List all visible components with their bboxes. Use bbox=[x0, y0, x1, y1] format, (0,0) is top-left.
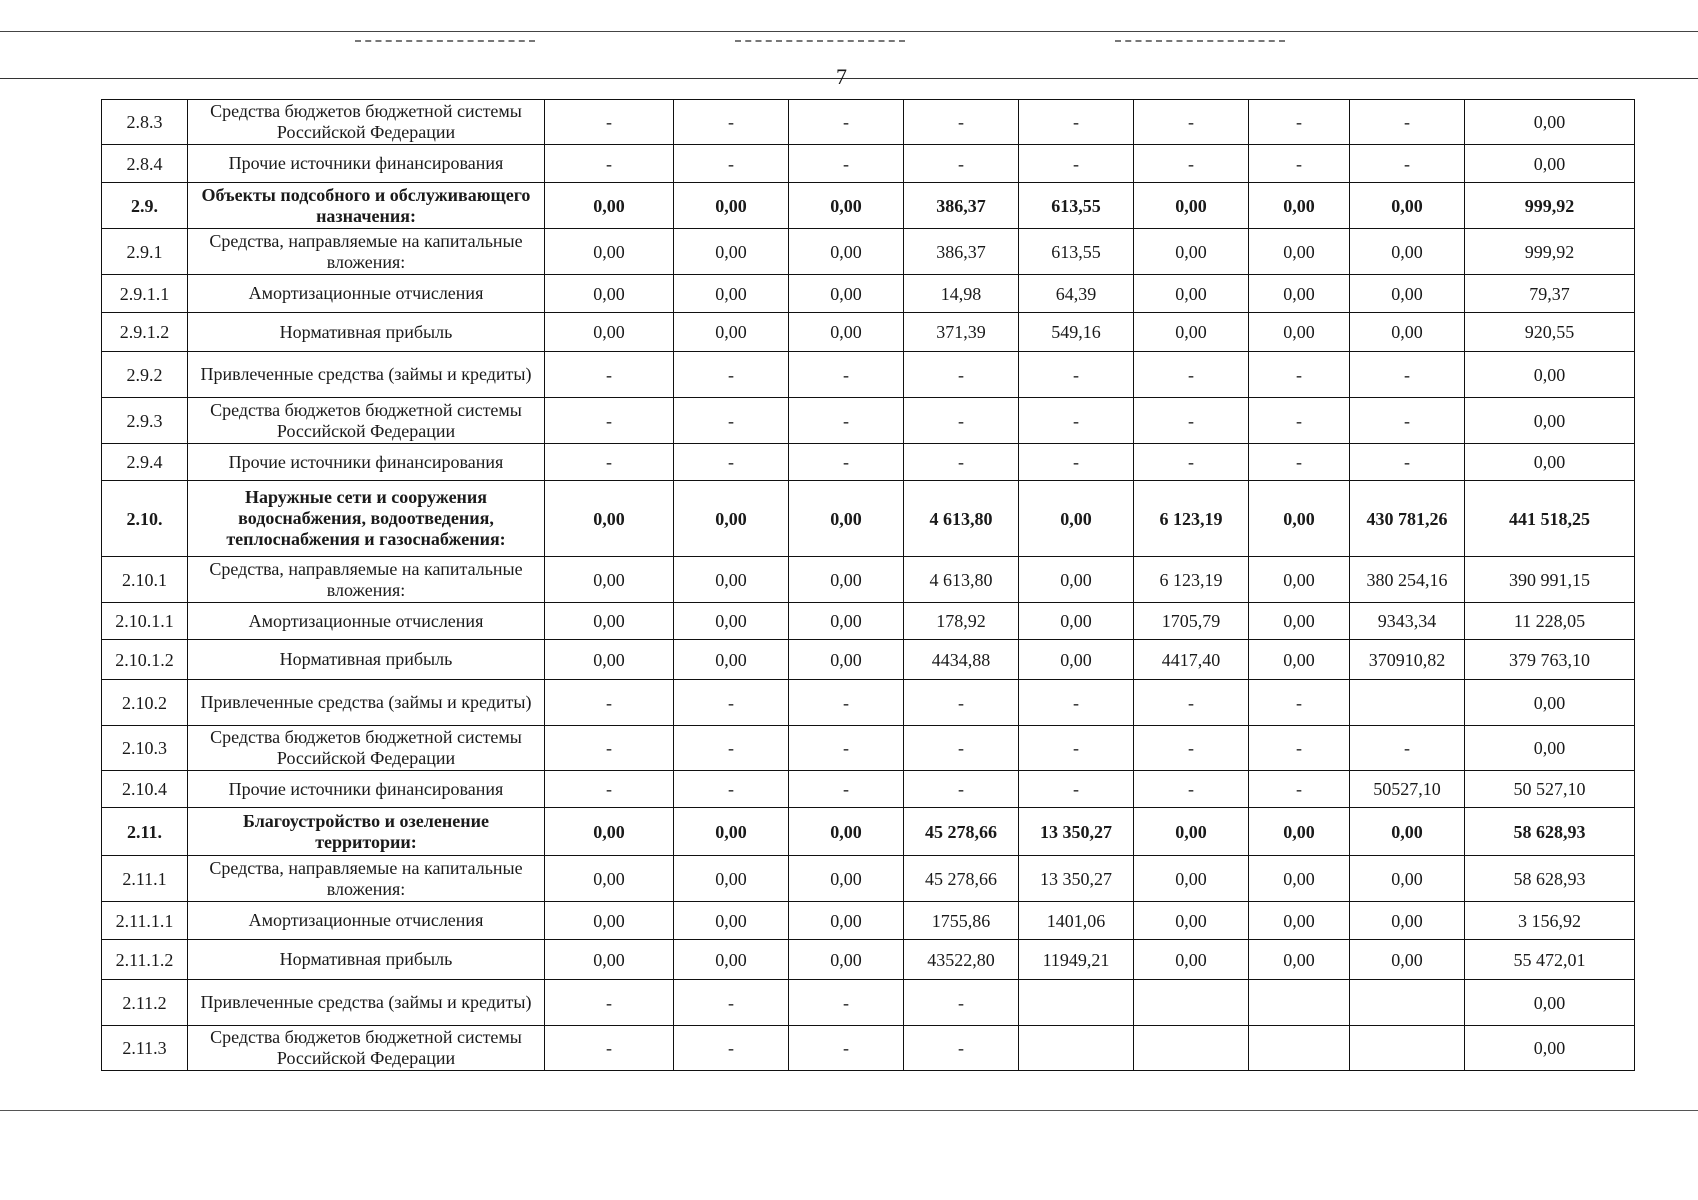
value-cell: - bbox=[1134, 398, 1249, 444]
value-cell bbox=[1350, 680, 1465, 726]
value-cell: - bbox=[1019, 100, 1134, 145]
table-row bbox=[102, 771, 1635, 808]
value-cell: - bbox=[904, 680, 1019, 726]
value-cell: 0,00 bbox=[1350, 313, 1465, 352]
value-cell: 11949,21 bbox=[1019, 940, 1134, 980]
table-row bbox=[102, 603, 1635, 640]
value-cell: 390 991,15 bbox=[1465, 557, 1635, 603]
value-cell: - bbox=[789, 100, 904, 145]
value-cell: 13 350,27 bbox=[1019, 808, 1134, 856]
value-cell: 0,00 bbox=[1350, 183, 1465, 229]
value-cell: 0,00 bbox=[1249, 275, 1350, 313]
value-cell: 0,00 bbox=[789, 275, 904, 313]
value-cell: 0,00 bbox=[1134, 275, 1249, 313]
row-number: 2.11.1.1 bbox=[102, 902, 188, 940]
value-cell: 0,00 bbox=[1465, 145, 1635, 183]
value-cell: 0,00 bbox=[1249, 603, 1350, 640]
value-cell: - bbox=[1134, 145, 1249, 183]
value-cell: 0,00 bbox=[545, 940, 674, 980]
row-name: Нормативная прибыль bbox=[188, 940, 545, 980]
value-cell: - bbox=[545, 680, 674, 726]
value-cell: 0,00 bbox=[674, 481, 789, 557]
value-cell: 379 763,10 bbox=[1465, 640, 1635, 680]
row-name: Средства бюджетов бюджетной системы Российской Федерации bbox=[188, 726, 545, 771]
value-cell: 0,00 bbox=[1134, 902, 1249, 940]
row-number: 2.10.4 bbox=[102, 771, 188, 808]
value-cell: 0,00 bbox=[1134, 940, 1249, 980]
table-row bbox=[102, 145, 1635, 183]
row-name: Благоустройство и озеленение территории: bbox=[188, 808, 545, 856]
table-row bbox=[102, 481, 1635, 557]
value-cell: - bbox=[1134, 100, 1249, 145]
value-cell: 0,00 bbox=[1249, 229, 1350, 275]
value-cell: 0,00 bbox=[1019, 481, 1134, 557]
value-cell: 14,98 bbox=[904, 275, 1019, 313]
row-name: Прочие источники финансирования bbox=[188, 444, 545, 481]
value-cell: - bbox=[545, 1026, 674, 1071]
value-cell: 79,37 bbox=[1465, 275, 1635, 313]
value-cell: 0,00 bbox=[545, 229, 674, 275]
value-cell: 43522,80 bbox=[904, 940, 1019, 980]
value-cell: 0,00 bbox=[1249, 940, 1350, 980]
value-cell: 0,00 bbox=[789, 902, 904, 940]
value-cell: 6 123,19 bbox=[1134, 481, 1249, 557]
value-cell: 0,00 bbox=[1249, 183, 1350, 229]
value-cell: - bbox=[1350, 444, 1465, 481]
row-number: 2.9.3 bbox=[102, 398, 188, 444]
value-cell: 0,00 bbox=[674, 183, 789, 229]
value-cell: - bbox=[1249, 771, 1350, 808]
value-cell: 0,00 bbox=[1465, 444, 1635, 481]
value-cell: - bbox=[674, 100, 789, 145]
header-dashes-center bbox=[735, 40, 905, 42]
row-name: Средства, направляемые на капитальные вложения: bbox=[188, 229, 545, 275]
value-cell: - bbox=[545, 444, 674, 481]
value-cell: 0,00 bbox=[789, 603, 904, 640]
value-cell: 3 156,92 bbox=[1465, 902, 1635, 940]
value-cell: - bbox=[674, 771, 789, 808]
value-cell: 999,92 bbox=[1465, 183, 1635, 229]
value-cell: 613,55 bbox=[1019, 183, 1134, 229]
row-number: 2.11.1 bbox=[102, 856, 188, 902]
table-row bbox=[102, 229, 1635, 275]
row-number: 2.10.1.2 bbox=[102, 640, 188, 680]
value-cell: 58 628,93 bbox=[1465, 856, 1635, 902]
table-row bbox=[102, 680, 1635, 726]
value-cell bbox=[1019, 1026, 1134, 1071]
row-number: 2.10.1.1 bbox=[102, 603, 188, 640]
value-cell: 9343,34 bbox=[1350, 603, 1465, 640]
value-cell: 0,00 bbox=[674, 603, 789, 640]
table-row bbox=[102, 980, 1635, 1026]
value-cell: 613,55 bbox=[1019, 229, 1134, 275]
value-cell: - bbox=[1249, 726, 1350, 771]
value-cell: 11 228,05 bbox=[1465, 603, 1635, 640]
table-row bbox=[102, 940, 1635, 980]
value-cell: 0,00 bbox=[789, 808, 904, 856]
row-name: Средства бюджетов бюджетной системы Российской Федерации bbox=[188, 1026, 545, 1071]
value-cell: 0,00 bbox=[1134, 313, 1249, 352]
value-cell: 0,00 bbox=[1465, 398, 1635, 444]
row-number: 2.9.1.2 bbox=[102, 313, 188, 352]
value-cell: 0,00 bbox=[1465, 100, 1635, 145]
value-cell: 50 527,10 bbox=[1465, 771, 1635, 808]
value-cell: - bbox=[674, 726, 789, 771]
value-cell: - bbox=[1019, 726, 1134, 771]
table-row bbox=[102, 726, 1635, 771]
value-cell: - bbox=[1350, 352, 1465, 398]
table-row bbox=[102, 640, 1635, 680]
value-cell bbox=[1134, 1026, 1249, 1071]
value-cell: - bbox=[1249, 100, 1350, 145]
value-cell: 0,00 bbox=[1465, 352, 1635, 398]
value-cell bbox=[1249, 980, 1350, 1026]
table-row bbox=[102, 808, 1635, 856]
row-name: Прочие источники финансирования bbox=[188, 771, 545, 808]
row-name: Средства бюджетов бюджетной системы Российской Федерации bbox=[188, 398, 545, 444]
value-cell: 0,00 bbox=[545, 183, 674, 229]
row-name: Средства бюджетов бюджетной системы Российской Федерации bbox=[188, 100, 545, 145]
row-name: Привлеченные средства (займы и кредиты) bbox=[188, 980, 545, 1026]
value-cell: - bbox=[789, 771, 904, 808]
value-cell: 0,00 bbox=[1350, 856, 1465, 902]
value-cell: 0,00 bbox=[545, 557, 674, 603]
row-number: 2.11.1.2 bbox=[102, 940, 188, 980]
value-cell: 0,00 bbox=[545, 603, 674, 640]
value-cell: - bbox=[904, 771, 1019, 808]
value-cell: 0,00 bbox=[1249, 313, 1350, 352]
value-cell: - bbox=[904, 145, 1019, 183]
value-cell bbox=[1350, 1026, 1465, 1071]
row-name: Привлеченные средства (займы и кредиты) bbox=[188, 352, 545, 398]
row-number: 2.10.2 bbox=[102, 680, 188, 726]
row-name: Амортизационные отчисления bbox=[188, 275, 545, 313]
value-cell: 0,00 bbox=[545, 856, 674, 902]
value-cell: - bbox=[545, 726, 674, 771]
value-cell: 64,39 bbox=[1019, 275, 1134, 313]
table-row bbox=[102, 313, 1635, 352]
value-cell: 1705,79 bbox=[1134, 603, 1249, 640]
value-cell: - bbox=[1350, 145, 1465, 183]
table-row bbox=[102, 902, 1635, 940]
table-row bbox=[102, 1026, 1635, 1071]
top-rule bbox=[0, 31, 1698, 32]
row-name: Амортизационные отчисления bbox=[188, 603, 545, 640]
page-number: 7 bbox=[836, 64, 847, 89]
value-cell: 45 278,66 bbox=[904, 856, 1019, 902]
row-number: 2.10.3 bbox=[102, 726, 188, 771]
row-number: 2.11. bbox=[102, 808, 188, 856]
value-cell: 0,00 bbox=[789, 313, 904, 352]
value-cell: 0,00 bbox=[1249, 640, 1350, 680]
value-cell: - bbox=[904, 444, 1019, 481]
value-cell: 0,00 bbox=[674, 808, 789, 856]
value-cell: 0,00 bbox=[545, 481, 674, 557]
value-cell: - bbox=[1249, 398, 1350, 444]
value-cell: 0,00 bbox=[789, 640, 904, 680]
row-name: Прочие источники финансирования bbox=[188, 145, 545, 183]
value-cell: 0,00 bbox=[1249, 902, 1350, 940]
value-cell: 549,16 bbox=[1019, 313, 1134, 352]
value-cell: 0,00 bbox=[1134, 183, 1249, 229]
value-cell: - bbox=[789, 726, 904, 771]
row-number: 2.10.1 bbox=[102, 557, 188, 603]
table-row bbox=[102, 444, 1635, 481]
value-cell: 370910,82 bbox=[1350, 640, 1465, 680]
value-cell: 0,00 bbox=[1134, 229, 1249, 275]
table-row bbox=[102, 557, 1635, 603]
value-cell: 4417,40 bbox=[1134, 640, 1249, 680]
value-cell: 0,00 bbox=[789, 856, 904, 902]
row-name: Наружные сети и сооружения водоснабжения, водоотведения, теплоснабжения и газоснабжения: bbox=[188, 481, 545, 557]
value-cell: 386,37 bbox=[904, 183, 1019, 229]
value-cell: - bbox=[1019, 444, 1134, 481]
value-cell: 430 781,26 bbox=[1350, 481, 1465, 557]
table-row bbox=[102, 398, 1635, 444]
header-rule bbox=[0, 78, 1698, 79]
value-cell: 0,00 bbox=[1350, 902, 1465, 940]
table-row bbox=[102, 100, 1635, 145]
value-cell: - bbox=[1134, 352, 1249, 398]
row-number: 2.9.4 bbox=[102, 444, 188, 481]
value-cell: - bbox=[904, 726, 1019, 771]
value-cell bbox=[1350, 980, 1465, 1026]
row-name: Нормативная прибыль bbox=[188, 313, 545, 352]
value-cell: 0,00 bbox=[674, 557, 789, 603]
value-cell: - bbox=[1249, 680, 1350, 726]
value-cell: 0,00 bbox=[1465, 726, 1635, 771]
value-cell: - bbox=[1350, 100, 1465, 145]
row-number: 2.8.3 bbox=[102, 100, 188, 145]
value-cell: 55 472,01 bbox=[1465, 940, 1635, 980]
value-cell: - bbox=[674, 145, 789, 183]
value-cell: 4 613,80 bbox=[904, 481, 1019, 557]
value-cell: - bbox=[674, 352, 789, 398]
value-cell: - bbox=[904, 352, 1019, 398]
header-dashes-right bbox=[1115, 40, 1285, 42]
row-name: Средства, направляемые на капитальные вложения: bbox=[188, 856, 545, 902]
value-cell: 0,00 bbox=[1249, 557, 1350, 603]
value-cell: - bbox=[789, 145, 904, 183]
value-cell: - bbox=[674, 1026, 789, 1071]
value-cell: - bbox=[789, 398, 904, 444]
value-cell: 0,00 bbox=[789, 229, 904, 275]
value-cell: - bbox=[789, 444, 904, 481]
value-cell: - bbox=[1249, 444, 1350, 481]
value-cell: - bbox=[1350, 726, 1465, 771]
value-cell: 0,00 bbox=[789, 183, 904, 229]
value-cell: 0,00 bbox=[1019, 557, 1134, 603]
row-number: 2.10. bbox=[102, 481, 188, 557]
value-cell: - bbox=[1134, 726, 1249, 771]
row-name: Средства, направляемые на капитальные вложения: bbox=[188, 557, 545, 603]
value-cell bbox=[1134, 980, 1249, 1026]
value-cell: 0,00 bbox=[545, 640, 674, 680]
row-number: 2.9.2 bbox=[102, 352, 188, 398]
row-name: Привлеченные средства (займы и кредиты) bbox=[188, 680, 545, 726]
table-row bbox=[102, 856, 1635, 902]
value-cell: 0,00 bbox=[1350, 229, 1465, 275]
value-cell: 0,00 bbox=[674, 640, 789, 680]
value-cell: 920,55 bbox=[1465, 313, 1635, 352]
value-cell: - bbox=[789, 980, 904, 1026]
value-cell: 0,00 bbox=[789, 940, 904, 980]
value-cell: - bbox=[789, 352, 904, 398]
value-cell: 0,00 bbox=[1134, 808, 1249, 856]
value-cell: 0,00 bbox=[674, 275, 789, 313]
value-cell: 0,00 bbox=[1134, 856, 1249, 902]
row-number: 2.9.1.1 bbox=[102, 275, 188, 313]
table-row bbox=[102, 275, 1635, 313]
value-cell: 380 254,16 bbox=[1350, 557, 1465, 603]
value-cell: - bbox=[904, 1026, 1019, 1071]
value-cell: 0,00 bbox=[1350, 275, 1465, 313]
value-cell: - bbox=[545, 980, 674, 1026]
value-cell: 1401,06 bbox=[1019, 902, 1134, 940]
value-cell: - bbox=[1134, 680, 1249, 726]
value-cell: - bbox=[1134, 771, 1249, 808]
value-cell: 0,00 bbox=[1249, 856, 1350, 902]
header-dashes-left bbox=[355, 40, 535, 42]
value-cell: 0,00 bbox=[1465, 980, 1635, 1026]
value-cell: 1755,86 bbox=[904, 902, 1019, 940]
value-cell bbox=[1249, 1026, 1350, 1071]
value-cell: - bbox=[545, 100, 674, 145]
value-cell: - bbox=[1019, 352, 1134, 398]
value-cell: 0,00 bbox=[1350, 808, 1465, 856]
value-cell: 45 278,66 bbox=[904, 808, 1019, 856]
value-cell bbox=[1019, 980, 1134, 1026]
value-cell: - bbox=[1019, 398, 1134, 444]
value-cell: 0,00 bbox=[1019, 603, 1134, 640]
row-number: 2.11.2 bbox=[102, 980, 188, 1026]
value-cell: 0,00 bbox=[1465, 680, 1635, 726]
value-cell: - bbox=[545, 352, 674, 398]
value-cell: 386,37 bbox=[904, 229, 1019, 275]
value-cell: - bbox=[545, 398, 674, 444]
value-cell: - bbox=[545, 145, 674, 183]
value-cell: 58 628,93 bbox=[1465, 808, 1635, 856]
value-cell: 0,00 bbox=[674, 856, 789, 902]
value-cell: 0,00 bbox=[545, 275, 674, 313]
row-number: 2.9. bbox=[102, 183, 188, 229]
value-cell: - bbox=[904, 980, 1019, 1026]
row-number: 2.9.1 bbox=[102, 229, 188, 275]
value-cell: - bbox=[1019, 771, 1134, 808]
value-cell: 0,00 bbox=[674, 313, 789, 352]
value-cell: 0,00 bbox=[545, 808, 674, 856]
table-row bbox=[102, 352, 1635, 398]
value-cell: - bbox=[674, 444, 789, 481]
value-cell: 0,00 bbox=[674, 229, 789, 275]
value-cell: 0,00 bbox=[789, 557, 904, 603]
value-cell: - bbox=[904, 100, 1019, 145]
value-cell: - bbox=[1350, 398, 1465, 444]
value-cell: 178,92 bbox=[904, 603, 1019, 640]
value-cell: 50527,10 bbox=[1350, 771, 1465, 808]
value-cell: 4 613,80 bbox=[904, 557, 1019, 603]
value-cell: 0,00 bbox=[545, 313, 674, 352]
value-cell: 441 518,25 bbox=[1465, 481, 1635, 557]
row-number: 2.11.3 bbox=[102, 1026, 188, 1071]
value-cell: 0,00 bbox=[1019, 640, 1134, 680]
value-cell: - bbox=[674, 680, 789, 726]
value-cell: 0,00 bbox=[545, 902, 674, 940]
value-cell: - bbox=[789, 1026, 904, 1071]
value-cell: 0,00 bbox=[789, 481, 904, 557]
row-number: 2.8.4 bbox=[102, 145, 188, 183]
value-cell: 13 350,27 bbox=[1019, 856, 1134, 902]
value-cell: - bbox=[1249, 145, 1350, 183]
value-cell: - bbox=[674, 980, 789, 1026]
row-name: Объекты подсобного и обслуживающего назначения: bbox=[188, 183, 545, 229]
value-cell: - bbox=[1019, 680, 1134, 726]
financing-table bbox=[101, 99, 1635, 1071]
value-cell: 4434,88 bbox=[904, 640, 1019, 680]
value-cell: 999,92 bbox=[1465, 229, 1635, 275]
table-body bbox=[102, 100, 1635, 1071]
value-cell: - bbox=[674, 398, 789, 444]
row-name: Амортизационные отчисления bbox=[188, 902, 545, 940]
value-cell: - bbox=[1019, 145, 1134, 183]
value-cell: 0,00 bbox=[1249, 808, 1350, 856]
value-cell: 0,00 bbox=[1465, 1026, 1635, 1071]
value-cell: 0,00 bbox=[1249, 481, 1350, 557]
row-name: Нормативная прибыль bbox=[188, 640, 545, 680]
value-cell: 0,00 bbox=[674, 940, 789, 980]
value-cell: - bbox=[545, 771, 674, 808]
bottom-rule bbox=[0, 1110, 1698, 1111]
value-cell: - bbox=[904, 398, 1019, 444]
value-cell: 0,00 bbox=[1350, 940, 1465, 980]
value-cell: 6 123,19 bbox=[1134, 557, 1249, 603]
table-row bbox=[102, 183, 1635, 229]
value-cell: 371,39 bbox=[904, 313, 1019, 352]
value-cell: 0,00 bbox=[674, 902, 789, 940]
value-cell: - bbox=[1134, 444, 1249, 481]
value-cell: - bbox=[789, 680, 904, 726]
value-cell: - bbox=[1249, 352, 1350, 398]
